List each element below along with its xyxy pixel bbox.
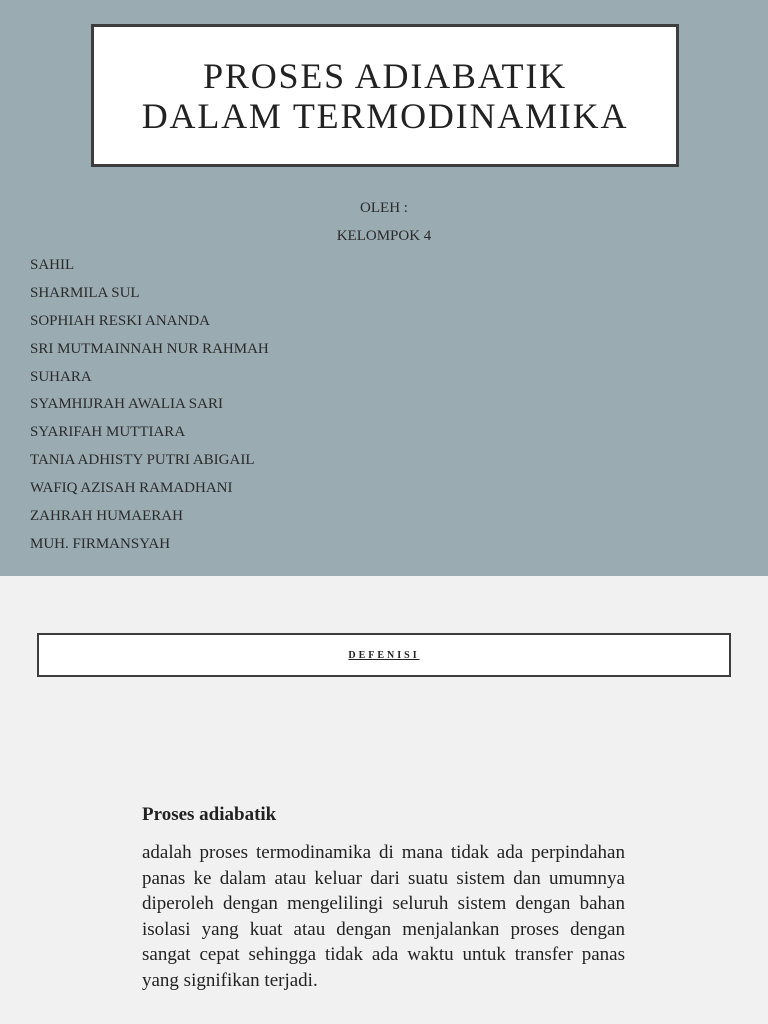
member-name: WAFIQ AZISAH RAMADHANI bbox=[30, 480, 233, 497]
member-name: SRI MUTMAINNAH NUR RAHMAH bbox=[30, 340, 269, 357]
member-list bbox=[30, 252, 269, 559]
member-name: TANIA ADHISTY PUTRI ABIGAIL bbox=[30, 452, 255, 469]
definition-body: adalah proses termodinamika di mana tidak ada perpindahan panas ke dalam atau keluar dari suatu sistem dan umumnya diperoleh dengan mengelilingi seluruh sistem dengan bahan isolasi yang kuat atau dengan menjalankan proses dengan sangat cepat sehingga tidak ada waktu untuk transfer panas yang signifikan terjadi. bbox=[142, 842, 625, 991]
group-name: KELOMPOK 4 bbox=[336, 228, 432, 244]
title-line-1: PROSES ADIABATIK bbox=[203, 55, 567, 96]
definition-slide bbox=[0, 576, 768, 1024]
section-heading: DEFENISI bbox=[348, 649, 420, 661]
member-name: ZAHRAH HUMAERAH bbox=[30, 508, 183, 525]
member-name: SUHARA bbox=[30, 368, 92, 385]
member-name: SYAMHIJRAH AWALIA SARI bbox=[30, 396, 223, 413]
member-name: SOPHIAH RESKI ANANDA bbox=[30, 312, 211, 329]
title-box bbox=[91, 24, 679, 167]
member-name: SHARMILA SUL bbox=[30, 284, 140, 301]
definition-term: Proses adiabatik bbox=[142, 804, 277, 825]
member-name: SYARIFAH MUTTIARA bbox=[30, 424, 186, 441]
member-name: MUH. FIRMANSYAH bbox=[30, 535, 171, 552]
heading-box bbox=[37, 633, 731, 677]
byline: OLEH : bbox=[360, 200, 408, 216]
member-name: SAHIL bbox=[30, 257, 75, 273]
title-line-2: DALAM TERMODINAMIKA bbox=[141, 95, 629, 136]
